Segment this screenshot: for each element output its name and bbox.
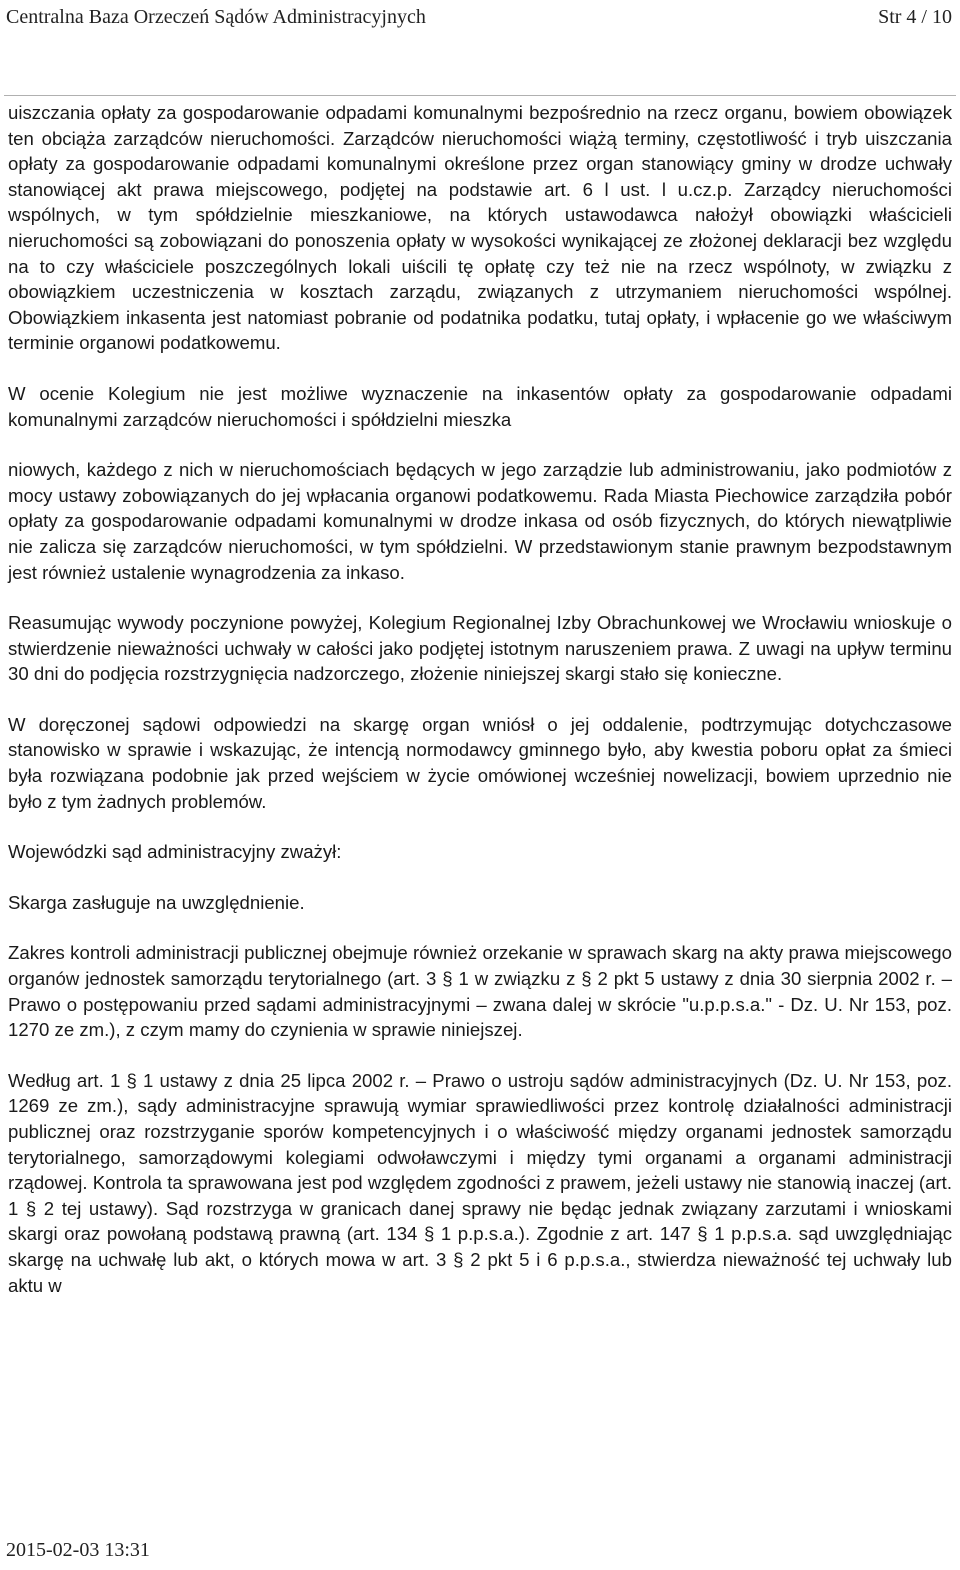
section-heading: Wojewódzki sąd administracyjny zważył:	[8, 841, 342, 863]
header-divider	[4, 95, 956, 96]
print-timestamp: 2015-02-03 13:31	[6, 1539, 150, 1561]
document-body	[8, 100, 952, 1298]
paragraph-2: W ocenie Kolegium nie jest możliwe wyznaczenie na inkasentów opłaty za gospodarowanie odpadami komunalnymi zarządców nieruchomości i spółdzielni mieszka	[8, 382, 952, 430]
paragraph-8: Zakres kontroli administracji publicznej obejmuje również orzekanie w sprawach skarg na akty prawa miejscowego organów jednostek samorządu terytorialnego (art. 3 § 1 w związku z § 2 pkt 5 ustawy z dnia 30 sierpnia 2002 r. – Prawo o postępowaniu przed sądami administracyjnymi – zwana dalej w skrócie "u.p.p.s.a." - Dz. U. Nr 153, poz. 1270 ze zm.), z czym mamy do czynienia w sprawie niniejszej.	[8, 942, 952, 1041]
page-header	[0, 0, 960, 40]
paragraph-9: Według art. 1 § 1 ustawy z dnia 25 lipca 2002 r. – Prawo o ustroju sądów administracyjnych (Dz. U. Nr 153, poz. 1269 ze zm.), sądy administracyjne sprawują wymiar sprawiedliwości przez kontrolę działalności administracji publicznej oraz rozstrzyganie sporów kompetencyjnych i o właściwość między organami jednostek samorządu terytorialnego, samorządowymi kolegiami odwoławczymi i między tymi organami a organami administracji rządowej. Kontrola ta sprawowana jest pod względem zgodności z prawem, jeżeli ustawy nie stanowią inaczej (art. 1 § 2 tej ustawy). Sąd rozstrzyga w granicach danej sprawy nie będąc jednak związany zarzutami i wnioskami skargi oraz powołaną podstawą prawną (art. 134 § 1 p.p.s.a.). Zgodnie z art. 147 § 1 p.p.s.a. sąd uwzględniając skargę na uchwałę lub akt, o których mowa w art. 3 § 2 pkt 5 i 6 p.p.s.a., stwierdza nieważność tej uchwały lub aktu w	[8, 1069, 952, 1296]
paragraph-3: niowych, każdego z nich w nieruchomościach będących w jego zarządzie lub administrowaniu, jako podmiotów z mocy ustawy zobowiązanych do jej wpłacania organowi podatkowemu. Rada Miasta Piechowice zarządziła pobór opłaty za gospodarowanie odpadami komunalnymi w drodze inkasa od osób fizycznych, do których niewątpliwie nie zalicza się zarządców nieruchomości, w tym spółdzielni. W przedstawionym stanie prawnym bezpodstawnym jest również ustalenie wynagrodzenia za inkaso.	[8, 459, 952, 583]
page-number: Str 4 / 10	[878, 6, 952, 28]
document-source-title: Centralna Baza Orzeczeń Sądów Administracyjnych	[6, 6, 426, 28]
paragraph-1: uiszczania opłaty za gospodarowanie odpadami komunalnymi bezpośrednio na rzecz organu, bowiem obowiązek ten obciąża zarządców nieruchomości. Zarządców nieruchomości wiążą terminy, częstotliwość i tryb uiszczania opłaty za gospodarowanie odpadami komunalnymi określone przez organ stanowiący gminy w drodze uchwały stanowiącej akt prawa miejscowego, podjętej na podstawie art. 6 l ust. l u.cz.p. Zarządcy nieruchomości wspólnych, w tym spółdzielnie mieszkaniowe, na których ustawodawca nałożył obowiązki właścicieli nieruchomości są zobowiązani do ponoszenia opłaty w wysokości wynikającej ze złożonej deklaracji bez względu na to czy właściciele poszczególnych lokali uiścili tę opłatę czy też nie na rzecz wspólnoty, w związku z obowiązkiem uczestniczenia w kosztach zarządu, związanych z utrzymaniem nieruchomości wspólnej. Obowiązkiem inkasenta jest natomiast pobranie od podatnika podatku, tutaj opłaty, i wpłacenie go we właściwym terminie organowi podatkowemu.	[8, 102, 952, 354]
paragraph-ruling: Skarga zasługuje na uwzględnienie.	[8, 891, 305, 913]
paragraph-5: W doręczonej sądowi odpowiedzi na skargę organ wniósł o jej oddalenie, podtrzymując dotychczasowe stanowisko w sprawie i wskazując, że intencją normodawcy gminnego było, aby kwestia poboru opłat za śmieci była rozwiązana podobnie jak przed wejściem w życie omówionej wcześniej nowelizacji, bowiem uprzednio nie było z tym żadnych problemów.	[8, 713, 952, 812]
paragraph-4: Reasumując wywody poczynione powyżej, Kolegium Regionalnej Izby Obrachunkowej we Wrocławiu wnioskuje o stwierdzenie nieważności uchwały w całości jako podjętej istotnym naruszeniem prawa. Z uwagi na upływ terminu 30 dni do podjęcia rozstrzygnięcia nadzorczego, złożenie niniejszej skargi stało się konieczne.	[8, 612, 952, 685]
